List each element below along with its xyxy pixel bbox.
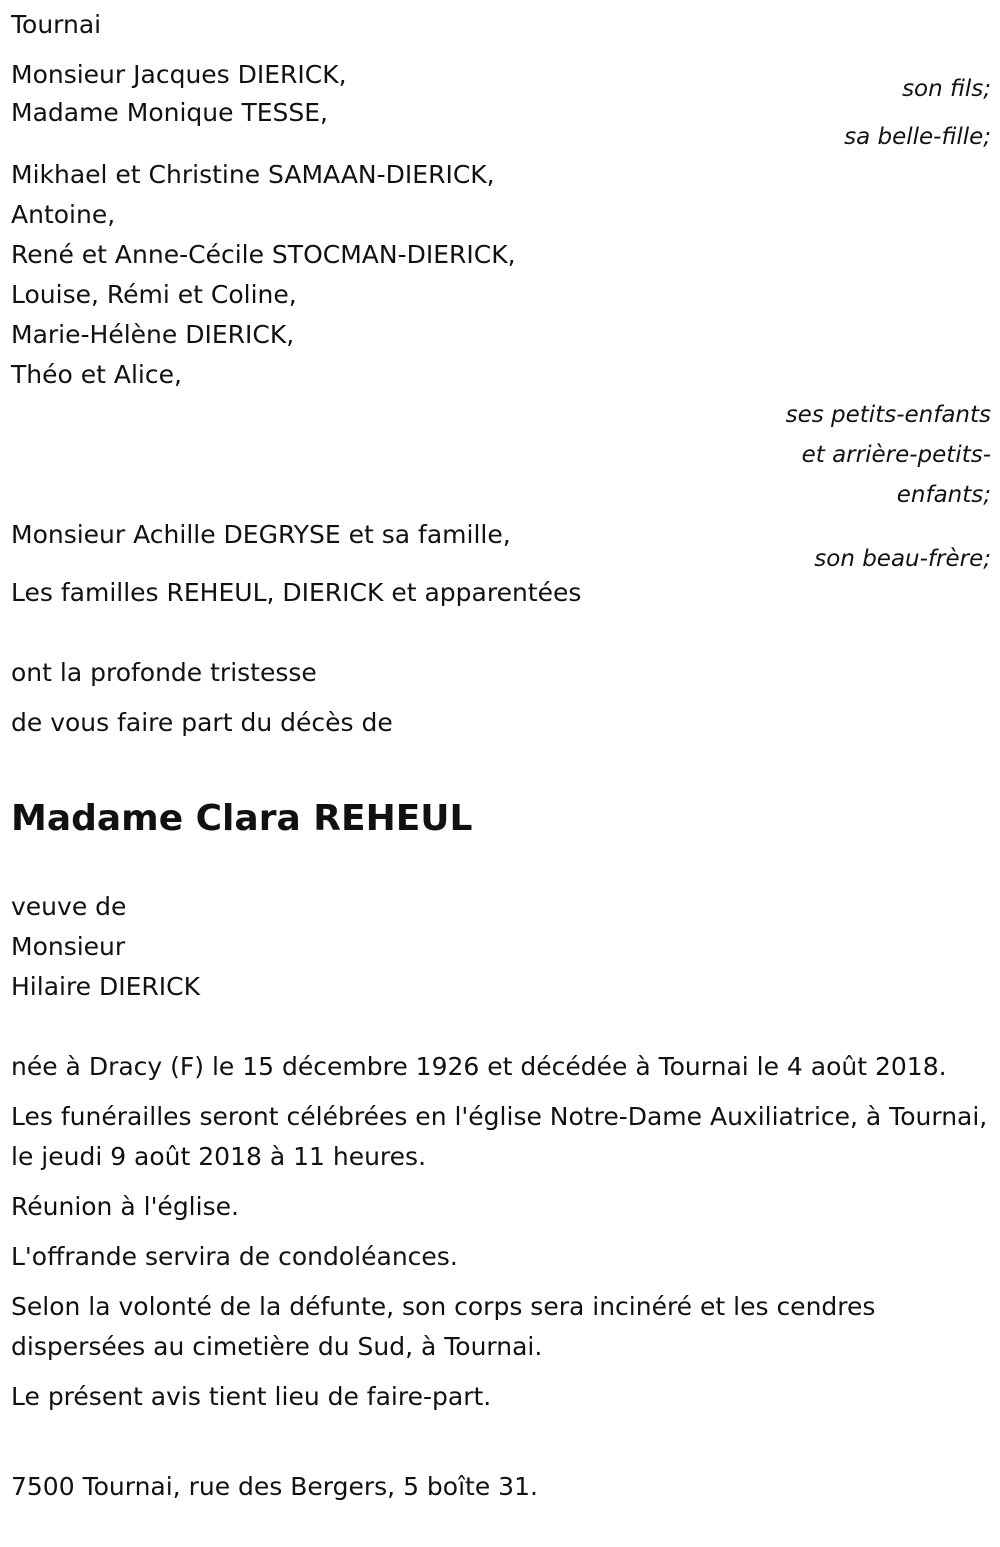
deceased-name: Madame Clara REHEUL xyxy=(11,798,473,839)
family-name: René et Anne-Cécile STOCMAN-DIERICK, xyxy=(11,240,516,269)
family-relation: son fils; xyxy=(902,76,991,102)
widow-of-line: Monsieur xyxy=(11,932,126,961)
address: 7500 Tournai, rue des Bergers, 5 boîte 31. xyxy=(11,1472,538,1501)
family-name: Monsieur Achille DEGRYSE et sa famille, xyxy=(11,520,511,549)
family-relation: et arrière-petits- xyxy=(801,442,991,468)
offering-details: L'offrande servira de condoléances. xyxy=(11,1242,458,1271)
widow-of-line: Hilaire DIERICK xyxy=(11,972,201,1001)
family-name: Antoine, xyxy=(11,200,116,229)
announcement-line: de vous faire part du décès de xyxy=(11,708,393,737)
family-relation: sa belle-fille; xyxy=(844,124,991,150)
family-relation: ses petits-enfants xyxy=(785,402,991,428)
funeral-details: Les funérailles seront célébrées en l'église Notre-Dame Auxiliatrice, à Tournai, le jeudi 9 août 2018 à 11 heures. xyxy=(11,1102,988,1171)
family-name: Monsieur Jacques DIERICK, xyxy=(11,60,347,89)
gathering-details: Réunion à l'église. xyxy=(11,1192,239,1221)
widow-of-line: veuve de xyxy=(11,892,127,921)
family-name: Les familles REHEUL, DIERICK et apparentées xyxy=(11,578,582,607)
cremation-details: Selon la volonté de la défunte, son corps sera incinéré et les cendres dispersées au cimetière du Sud, à Tournai. xyxy=(11,1292,876,1361)
notice-statement: Le présent avis tient lieu de faire-part. xyxy=(11,1382,492,1411)
family-name: Théo et Alice, xyxy=(11,360,182,389)
birth-death-details: née à Dracy (F) le 15 décembre 1926 et décédée à Tournai le 4 août 2018. xyxy=(11,1052,947,1081)
family-name: Louise, Rémi et Coline, xyxy=(11,280,297,309)
family-relation: son beau-frère; xyxy=(814,546,991,572)
location: Tournai xyxy=(11,10,102,39)
family-name: Madame Monique TESSE, xyxy=(11,98,329,127)
announcement-line: ont la profonde tristesse xyxy=(11,658,317,687)
family-name: Mikhael et Christine SAMAAN-DIERICK, xyxy=(11,160,495,189)
family-name: Marie-Hélène DIERICK, xyxy=(11,320,295,349)
family-relation: enfants; xyxy=(896,482,991,508)
obituary-notice xyxy=(11,5,991,1507)
